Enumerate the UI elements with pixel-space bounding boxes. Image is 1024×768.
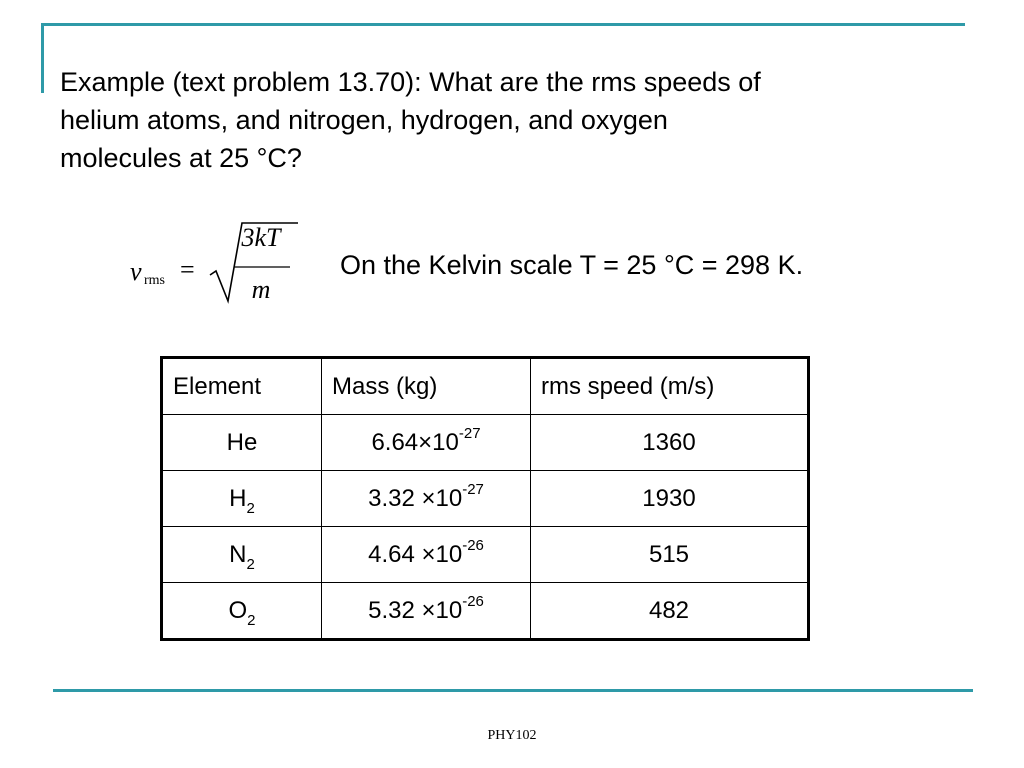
table-row bbox=[162, 471, 809, 527]
rms-speed-table bbox=[160, 356, 810, 641]
cell-element: $H_2$ bbox=[162, 471, 322, 527]
formula-numerator: 3kT bbox=[241, 223, 281, 252]
formula-equals: = bbox=[180, 255, 195, 284]
kelvin-conversion-note: On the Kelvin scale T = 25 °C = 298 K. bbox=[340, 250, 804, 280]
title-line-2: helium atoms, and nitrogen, hydrogen, and oxygen bbox=[60, 105, 668, 135]
cell-speed: 482 bbox=[531, 583, 809, 640]
frame-top-line bbox=[43, 23, 965, 26]
table-row bbox=[162, 583, 809, 640]
frame-left-line bbox=[41, 23, 44, 93]
cell-element: $O_2$ bbox=[162, 583, 322, 640]
formula-subscript: rms bbox=[144, 273, 165, 288]
footer-course-code: PHY102 bbox=[487, 728, 537, 743]
cell-mass: $5.32 \times 10^{-26}$ bbox=[322, 583, 531, 640]
table-row bbox=[162, 527, 809, 583]
slide-title bbox=[60, 63, 980, 177]
cell-speed: 1360 bbox=[531, 415, 809, 471]
title-line-1: Example (text problem 13.70): What are the rms speeds of bbox=[60, 67, 761, 97]
table-row bbox=[162, 415, 809, 471]
table-header-row bbox=[162, 358, 809, 415]
cell-element: $N_2$ bbox=[162, 527, 322, 583]
cell-mass: $3.32 \times 10^{-27}$ bbox=[322, 471, 531, 527]
cell-speed: 515 bbox=[531, 527, 809, 583]
formula-denominator: m bbox=[251, 275, 271, 304]
frame-bottom-line bbox=[53, 689, 973, 692]
cell-mass: $6.64\times 10^{-27}$ bbox=[322, 415, 531, 471]
header-element: Element bbox=[162, 358, 322, 415]
formula-symbol: v bbox=[130, 257, 142, 286]
title-line-3: molecules at 25 °C? bbox=[60, 143, 302, 173]
cell-speed: 1930 bbox=[531, 471, 809, 527]
header-rms-speed: rms speed (m/s) bbox=[531, 358, 809, 415]
cell-element: He bbox=[162, 415, 322, 471]
header-mass: Mass (kg) bbox=[322, 358, 531, 415]
rms-speed-formula bbox=[130, 215, 300, 315]
cell-mass: $4.64 \times 10^{-26}$ bbox=[322, 527, 531, 583]
